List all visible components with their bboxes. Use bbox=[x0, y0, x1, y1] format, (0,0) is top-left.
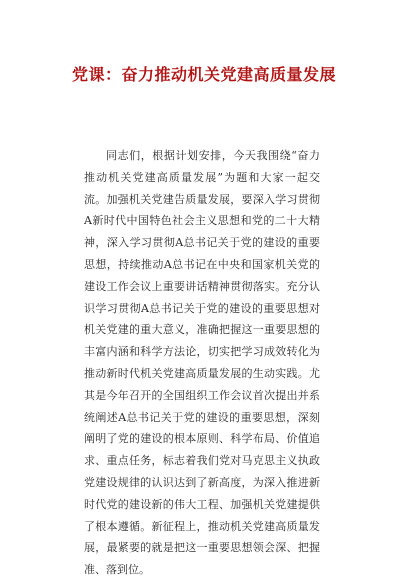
document-title: 党课：奋力推动机关党建高质量发展 bbox=[71, 65, 336, 84]
body-paragraph: 同志们，根据计划安排，今天我围绕“奋力推动机关党建高质量发展”为题和大家一起交流。加强机关党建告质量发展，要深入学习贯彻A新时代中国特色社会主义思想和党的二十大精神，深入学习贯彻A总书记关于党的建设的重要思想，持续推动A总书记在中央和国家机关党的建设工作会议上重要讲话精神贯彻落实。充分认识学习贯彻A总书记关于党的建设的重要思想对机关党建的重大意义，准确把握这一重要思想的丰富内涵和科学方法论，切实把学习成效转化为推动新时代机关党建高质量发展的生动实践。尤其是今年召开的全国组织工作会议首次提出并系统阐述A总书记关于党的建设的重要思想，深刻阐明了党的建设的根本原则、科学布局、价值追求、重点任务，标志着我们党对马克思主义执政党建设规律的认识达到了新高度，为深入推进新时代党的建设新的伟大工程、加强机关党建提供了根本遵循。新征程上，推动机关党建高质量发展，最紧要的就是把这一重要思想领会深、把握准、落到位。 bbox=[84, 149, 320, 577]
